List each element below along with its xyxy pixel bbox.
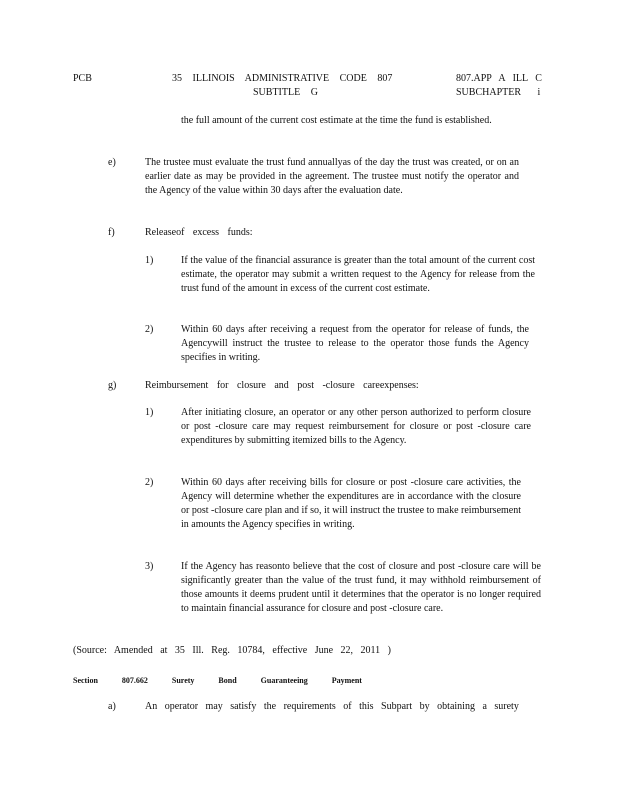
item-g2-paragraph: Within 60 days after receiving bills for closure or post -closure care activities, the Agency will determine whether the expenditures are in accordance with the closure or post -closure care plan and if so, it will instruct the trustee to make reimbursement in amounts the Agency specifies in writing. [181, 477, 521, 530]
source-note: (Source: Amended at 35 Ill. Reg. 10784, effective June 22, 2011 ) [73, 645, 391, 656]
header-subtitle: SUBTITLE G [253, 87, 318, 98]
continuation-paragraph: the full amount of the current cost estimate at the time the fund is established. [181, 115, 492, 126]
item-e-paragraph: The trustee must evaluate the trust fund annuallyas of the day the trust was created, or on an earlier date as may be provided in the agreement. The trustee must notify the operator and the Agency of the value within 30 days after the evaluation date. [145, 157, 519, 196]
header-agency: PCB [73, 73, 92, 84]
item-a-paragraph: An operator may satisfy the requirements of this Subpart by obtaining a surety [145, 701, 519, 712]
item-a-marker: a) [108, 701, 116, 712]
item-g-heading: Reimbursement for closure and post -closure careexpenses: [145, 380, 419, 391]
item-g3-marker: 3) [145, 561, 154, 572]
item-f2-marker: 2) [145, 324, 154, 335]
item-f2-paragraph: Within 60 days after receiving a request from the operator for release of funds, the Agencywill instruct the trustee to release to the operator those funds the Agency specifies in writing. [181, 324, 529, 363]
header-section: 807.APP A ILL C [456, 73, 542, 84]
item-f-marker: f) [108, 227, 115, 238]
item-g-marker: g) [108, 380, 117, 391]
item-g2-marker: 2) [145, 477, 154, 488]
item-f1-marker: 1) [145, 255, 154, 266]
section-heading: Section 807.662 Surety Bond Guaranteeing Payment [73, 676, 362, 685]
item-f1-paragraph: If the value of the financial assurance is greater than the total amount of the current cost estimate, the operator may submit a written request to the Agency for release from the trust fund of the amount in excess of the current cost estimate. [181, 255, 535, 294]
item-g3-paragraph: If the Agency has reasonto believe that the cost of closure and post -closure care will be significantly greater than the value of the trust fund, it may withhold reimbursement of those amounts it deems prudent until it determines that the operator is no longer required to maintain financial assurance for closure and post -closure care. [181, 561, 541, 614]
item-g1-marker: 1) [145, 407, 154, 418]
header-title: 35 ILLINOIS ADMINISTRATIVE CODE 807 [172, 73, 393, 84]
header-subchapter: SUBCHAPTER i [456, 87, 541, 98]
item-g1-paragraph: After initiating closure, an operator or any other person authorized to perform closure or post -closure care may request reimbursement for closure or post -closure care expenditures by submitting itemized bills to the Agency. [181, 407, 531, 446]
item-f-heading: Releaseof excess funds: [145, 227, 253, 238]
item-e-marker: e) [108, 157, 116, 168]
